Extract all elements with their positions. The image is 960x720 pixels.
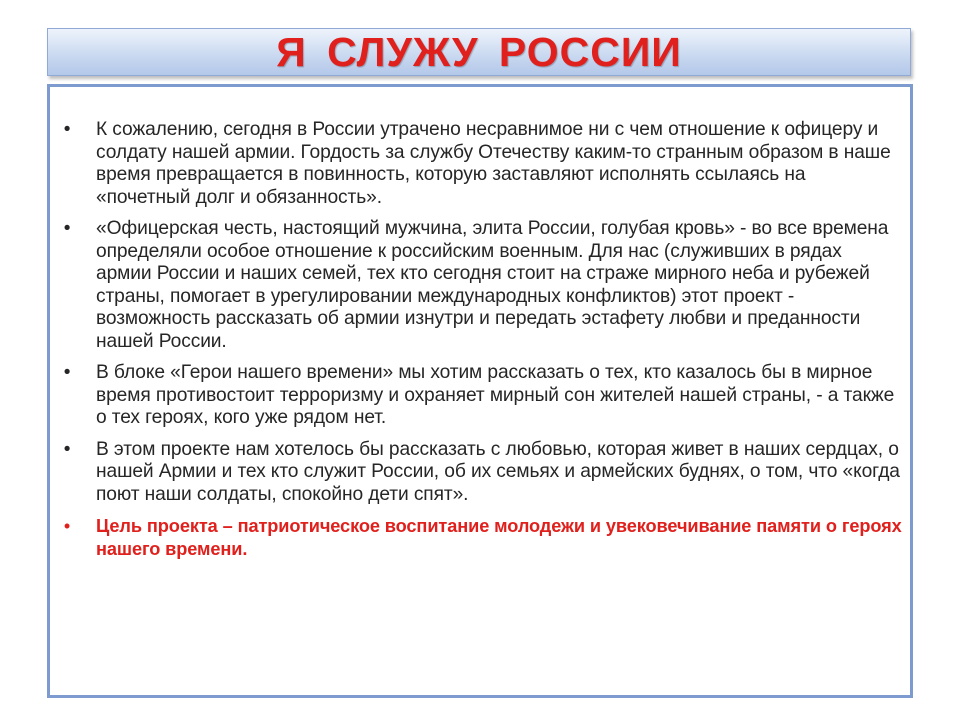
bullet-dot-icon: •: [63, 119, 71, 140]
bullet-dot-icon: •: [63, 516, 71, 536]
content-frame: [47, 84, 913, 698]
bullet-dot-icon: •: [63, 362, 71, 383]
slide-title: Я СЛУЖУ РОССИИ: [276, 28, 682, 75]
project-goal-text: Цель проекта – патриотическое воспитание молодежи и увековечивание памяти о героях нашего времени.: [96, 516, 902, 559]
bullet-text: В этом проекте нам хотелось бы рассказать с любовью, которая живет в наших сердцах, о нашей Армии и тех кто служит России, об их семьях и армейских буднях, о том, что «когда поют наши солдаты, спокойно дети спят».: [96, 438, 900, 505]
bullet-item-4: [50, 439, 912, 507]
bullet-text: В блоке «Герои нашего времени» мы хотим рассказать о тех, кто казалось бы в мирное время противостоит терроризму и охраняет мирный сон жителей нашей страны, - а также о тех героях, кого уже рядом нет.: [96, 362, 895, 428]
bullet-dot-icon: •: [63, 218, 71, 239]
bullet-list: [50, 119, 912, 569]
title-banner: [47, 28, 911, 76]
bullet-text: К сожалению, сегодня в России утрачено несравнимое ни с чем отношение к офицеру и солдату нашей армии. Гордость за службу Отечеству каким-то странным образом в наше время превращается в повинность, которую заставляют исполнять ссылаясь на «почетный долг и обязанность».: [96, 119, 891, 208]
bullet-dot-icon: •: [63, 438, 71, 460]
bullet-item-2: [50, 218, 912, 353]
bullet-item-3: [50, 362, 912, 430]
bullet-item-1: [50, 119, 912, 209]
bullet-item-project-goal: [50, 515, 912, 560]
bullet-text: «Офицерская честь, настоящий мужчина, элита России, голубая кровь» - во все времена определяли особое отношение к российским военным. Для нас (служивших в рядах армии России и наших семей, тех кто сегодня стоит на страже мирного неба и рубежей страны, помогает в урегулировании международных конфликтов) этот проект - возможность рассказать об армии изнутри и передать эстафету любви и преданности нашей России.: [96, 218, 889, 352]
